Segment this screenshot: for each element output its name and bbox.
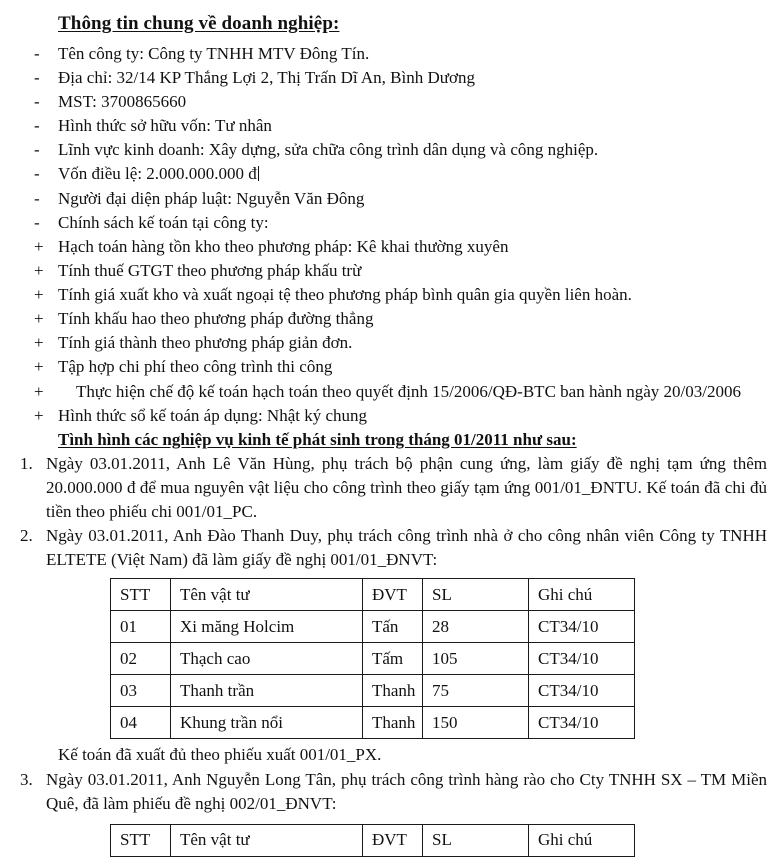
list-item-label [58, 380, 783, 404]
column-header-note: Ghi chú [529, 824, 635, 856]
bullet-marker: + [34, 357, 44, 377]
bullet-marker: + [34, 260, 44, 280]
column-header-dvt: ĐVT [363, 579, 423, 611]
bullet-marker: + [34, 236, 44, 256]
company-info-list [0, 42, 783, 428]
cell-name: Khung trần nổi [171, 707, 363, 739]
entry-number: 3. [20, 769, 33, 789]
cell-dvt: Tấm [363, 643, 423, 675]
cell-sl: 75 [423, 675, 529, 707]
materials-table-1 [110, 578, 635, 739]
list-item-label: Địa chỉ: 32/14 KP Thắng Lợi 2, Thị Trấn Dĩ An, Bình Dương [58, 67, 475, 87]
column-header-note: Ghi chú [529, 579, 635, 611]
list-item [0, 331, 783, 355]
bullet-marker: + [34, 285, 44, 304]
bullet-marker: + [34, 333, 44, 353]
list-item-accounting-decision [0, 380, 783, 404]
list-item [0, 42, 783, 66]
entry-number: 2. [20, 526, 33, 546]
table-header-row [111, 579, 635, 611]
bullet-marker: + [34, 405, 44, 425]
column-header-stt: STT [111, 579, 171, 611]
table-row [111, 707, 635, 739]
entry-text: Ngày 03.01.2011, Anh Lê Văn Hùng, phụ trách bộ phận cung ứng, làm giấy đề nghị tạm ứng thêm 20.000.000 đ để mua nguyên vật liệu cho công trình theo giấy tạm ứng 001/01_ĐNTU. Kế toán đã chi đủ tiền theo phiếu chi 001/01_PC. [46, 453, 767, 522]
entry-number: 1. [20, 453, 33, 473]
note-after-table-1: Kế toán đã xuất đủ theo phiếu xuất 001/01_PX. [58, 745, 382, 765]
table-header-row [111, 824, 635, 856]
column-header-stt: STT [111, 824, 171, 856]
column-header-name: Tên vật tư [171, 579, 363, 611]
cell-note: CT34/10 [529, 707, 635, 739]
transaction-entry-3 [0, 768, 783, 816]
cell-sl: 28 [423, 611, 529, 643]
bullet-marker: + [34, 381, 44, 401]
list-item [0, 90, 783, 114]
list-item [0, 211, 783, 235]
list-item-label: Tính khấu hao theo phương pháp đường thẳng [58, 309, 374, 329]
cell-stt: 01 [111, 611, 171, 643]
cell-name: Thanh trần [171, 675, 363, 707]
cell-note: CT34/10 [529, 611, 635, 643]
bullet-marker: - [34, 67, 40, 87]
cell-name: Xi măng Holcim [171, 611, 363, 643]
list-item-label: Người đại diện pháp luật: Nguyễn Văn Đông [58, 188, 365, 208]
list-item [0, 66, 783, 90]
list-item [0, 187, 783, 211]
text-cursor-caret [258, 166, 259, 181]
list-item-label: Tính giá thành theo phương pháp giản đơn. [58, 333, 353, 353]
list-item-label: Hình thức sở hữu vốn: Tư nhân [58, 116, 272, 136]
list-item-label: Tên công ty: Công ty TNHH MTV Đông Tín. [58, 43, 370, 63]
list-item-label: Hình thức sổ kế toán áp dụng: Nhật ký chung [58, 405, 368, 425]
list-item-charter-capital [0, 162, 783, 186]
materials-table-1-wrapper [0, 572, 783, 743]
entry-text: Ngày 03.01.2011, Anh Nguyễn Long Tân, phụ trách công trình hàng rào cho Cty TNHH SX – TM Miền Quê, đã làm phiếu đề nghị 002/01_ĐNVT: [46, 769, 767, 813]
bullet-marker: - [34, 164, 40, 184]
column-header-sl: SL [423, 824, 529, 856]
cell-note: CT34/10 [529, 643, 635, 675]
list-item-label: Tính thuế GTGT theo phương pháp khấu trừ [58, 260, 362, 280]
list-item-label: Hạch toán hàng tồn kho theo phương pháp: Kê khai thường xuyên [58, 236, 509, 256]
list-item-label [58, 162, 783, 186]
cell-name: Thạch cao [171, 643, 363, 675]
list-item-label: Lĩnh vực kinh doanh: Xây dựng, sửa chữa công trình dân dụng và công nghiệp. [58, 140, 599, 160]
list-item [0, 259, 783, 283]
cell-sl: 105 [423, 643, 529, 675]
table-row [111, 643, 635, 675]
list-item [0, 138, 783, 162]
bullet-marker: - [34, 140, 40, 160]
list-item-label: Tính giá xuất kho và xuất ngoại tệ theo phương pháp bình quân gia quyền liên hoàn. [58, 285, 632, 304]
bullet-marker: - [34, 116, 40, 136]
table-row [111, 675, 635, 707]
transaction-entry-1 [0, 452, 783, 524]
bullet-marker: - [34, 92, 40, 111]
entry-text: Ngày 03.01.2011, Anh Đào Thanh Duy, phụ trách công trình nhà ở cho công nhân viên Công ty TNHH ELTETE (Việt Nam) đã làm giấy đề nghị 001/01_ĐNVT: [46, 526, 767, 570]
column-header-name: Tên vật tư [171, 824, 363, 856]
cell-stt: 03 [111, 675, 171, 707]
cell-note: CT34/10 [529, 675, 635, 707]
column-header-sl: SL [423, 579, 529, 611]
cell-stt: 02 [111, 643, 171, 675]
bullet-marker: - [34, 212, 40, 232]
bullet-marker: - [34, 43, 40, 63]
bullet-marker: + [34, 309, 44, 329]
transaction-entry-2 [0, 524, 783, 572]
list-item-label: Chính sách kế toán tại công ty: [58, 212, 269, 232]
list-item [0, 283, 783, 307]
list-item [0, 404, 783, 428]
cell-sl: 150 [423, 707, 529, 739]
table-row [111, 611, 635, 643]
list-item-label: MST: 3700865660 [58, 92, 187, 111]
cell-dvt: Thanh [363, 675, 423, 707]
list-item-label: Tập hợp chi phí theo công trình thi công [58, 357, 333, 377]
materials-table-2 [110, 824, 635, 857]
bullet-marker: - [34, 188, 40, 208]
column-header-dvt: ĐVT [363, 824, 423, 856]
list-item [0, 355, 783, 379]
list-item [0, 235, 783, 259]
section-heading-transactions: Tình hình các nghiệp vụ kinh tế phát sinh trong tháng 01/2011 như sau: [58, 429, 577, 449]
cell-dvt: Thanh [363, 707, 423, 739]
accounting-decision-text: Thực hiện chế độ kế toán hạch toán theo quyết định 15/2006/QĐ-BTC ban hành ngày 20/03/2006 [76, 381, 741, 401]
materials-table-2-wrapper [0, 816, 783, 861]
list-item [0, 307, 783, 331]
cell-stt: 04 [111, 707, 171, 739]
cell-dvt: Tấn [363, 611, 423, 643]
charter-capital-text: Vốn điều lệ: 2.000.000.000 đ [58, 164, 257, 184]
page-title: Thông tin chung về doanh nghiệp: [58, 13, 340, 34]
list-item [0, 114, 783, 138]
